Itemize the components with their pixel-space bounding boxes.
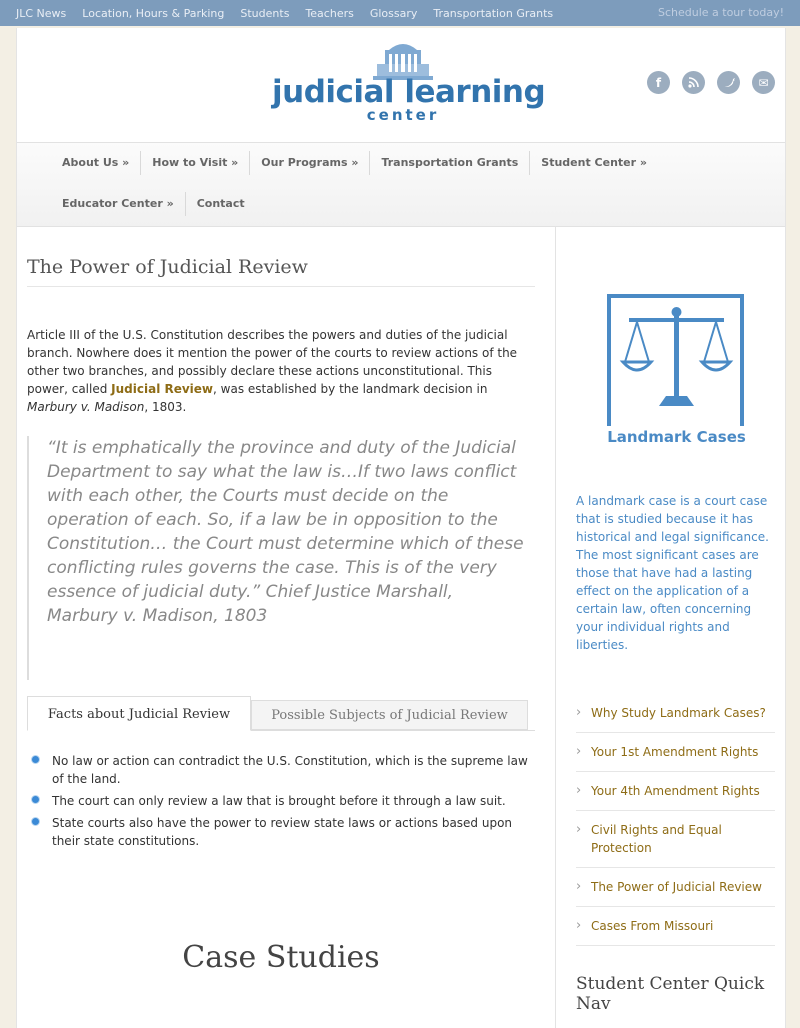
top-link-location[interactable]: Location, Hours & Parking: [82, 6, 225, 20]
nav-row-1: [51, 151, 658, 175]
sidebar-link-civil-rights[interactable]: [576, 811, 775, 868]
nav-our-programs[interactable]: Our Programs »: [250, 151, 370, 175]
sidebar-link-label: Why Study Landmark Cases?: [591, 706, 766, 720]
list-item: [27, 814, 535, 850]
nav-row-2: [51, 192, 256, 216]
landmark-links: [576, 694, 775, 946]
email-icon[interactable]: ✉: [752, 71, 775, 94]
top-bar: [0, 0, 800, 26]
sidebar-link-judicial-review[interactable]: [576, 868, 775, 907]
landmark-cases-label: Landmark Cases: [607, 428, 746, 446]
nav-how-to-visit[interactable]: How to Visit »: [141, 151, 250, 175]
chevron-right-icon: ›: [576, 783, 582, 798]
sidebar-link-label: Cases From Missouri: [591, 919, 714, 933]
twitter-icon[interactable]: [717, 71, 740, 94]
tab-facts[interactable]: Facts about Judicial Review: [27, 696, 251, 731]
top-link-students[interactable]: Students: [240, 6, 290, 20]
nav-about-us[interactable]: About Us »: [51, 151, 141, 175]
judicial-review-link[interactable]: Judicial Review: [111, 382, 214, 396]
sidebar-link-label: Your 1st Amendment Rights: [591, 745, 759, 759]
chevron-right-icon: ›: [576, 744, 582, 759]
rss-icon[interactable]: [682, 71, 705, 94]
top-link-jlc-news[interactable]: JLC News: [16, 6, 67, 20]
sidebar-link-1st-amendment[interactable]: [576, 733, 775, 772]
sidebar-link-missouri[interactable]: [576, 907, 775, 946]
schedule-tour-link[interactable]: Schedule a tour today!: [657, 6, 784, 19]
list-item: [27, 752, 535, 788]
marshall-quote: “It is emphatically the province and duty of the Judicial Department to say what the law is…If two laws conflict with each other, the Courts must decide on the operation of each. So, if a law be in opposition to the Constitution… the Court must determine which of these conflicting rules governs the case. This is of the very essence of judicial duty.” Chief Justice Marshall, Marbury v. Madison, 1803: [27, 436, 527, 680]
intro-text: Article III of the U.S. Constitution describes the powers and duties of the judicial branch. Nowhere does it mention the power of the courts to review actions of the other two branches, and possibly declare these actions unconstitutional. This power, called: [27, 328, 518, 396]
sidebar-link-why-study[interactable]: [576, 694, 775, 733]
list-item: [27, 792, 535, 810]
intro-text-3: , 1803.: [144, 400, 187, 414]
chevron-right-icon: ›: [576, 705, 582, 720]
case-name: Marbury v. Madison: [27, 400, 145, 414]
facts-tabs: [27, 696, 535, 731]
facts-list: [27, 752, 535, 854]
logo-text: judicial learning: [272, 74, 546, 110]
site-header: [17, 28, 785, 142]
sidebar-link-label: Your 4th Amendment Rights: [591, 784, 760, 798]
top-link-glossary[interactable]: Glossary: [369, 6, 418, 20]
rss-glyph-icon: [688, 77, 699, 88]
nav-transportation-grants[interactable]: Transportation Grants: [370, 151, 530, 175]
tab-possible-subjects[interactable]: Possible Subjects of Judicial Review: [251, 700, 528, 730]
sidebar-link-label: The Power of Judicial Review: [591, 880, 762, 894]
landmark-cases-badge[interactable]: [607, 294, 746, 446]
social-links: [647, 71, 775, 94]
sidebar-divider: [555, 226, 556, 1028]
landmark-description: A landmark case is a court case that is studied because it has historical and legal significance. The most significant cases are those that have had a lasting effect on the application of a certain law, often concerning your individual rights and liberties.: [576, 494, 769, 652]
top-links: [8, 0, 561, 26]
bird-icon: [723, 78, 735, 88]
case-studies-heading: Case Studies: [182, 940, 380, 975]
fact-text: The court can only review a law that is brought before it through a law suit.: [52, 794, 506, 808]
nav-student-center[interactable]: Student Center »: [541, 156, 647, 169]
chevron-right-icon: ›: [576, 822, 582, 837]
page-container: [16, 28, 786, 1028]
top-link-teachers[interactable]: Teachers: [305, 6, 354, 20]
fact-text: No law or action can contradict the U.S. Constitution, which is the supreme law of the land.: [52, 754, 528, 786]
sidebar-link-4th-amendment[interactable]: [576, 772, 775, 811]
top-link-transportation-grants[interactable]: Transportation Grants: [433, 6, 554, 20]
site-logo[interactable]: [272, 42, 546, 126]
nav-contact[interactable]: Contact: [196, 197, 245, 210]
quick-nav-heading: Student Center Quick Nav: [576, 974, 765, 1014]
facebook-icon[interactable]: f: [647, 71, 670, 94]
intro-text-2: , was established by the landmark decision in: [213, 382, 488, 396]
nav-educator-center[interactable]: Educator Center »: [51, 192, 186, 216]
bullet-icon: [31, 817, 40, 826]
bullet-icon: [31, 795, 40, 804]
fact-text: State courts also have the power to review state laws or actions based upon their state constitutions.: [52, 816, 513, 848]
main-nav: [17, 142, 785, 227]
bullet-icon: [31, 755, 40, 764]
scales-of-justice-icon: [607, 294, 746, 426]
logo-subtext: center: [366, 106, 440, 124]
chevron-right-icon: ›: [576, 879, 582, 894]
page-title: The Power of Judicial Review: [27, 256, 535, 287]
intro-paragraph: [27, 326, 527, 416]
chevron-right-icon: ›: [576, 918, 582, 933]
sidebar-link-label: Civil Rights and Equal Protection: [591, 823, 722, 855]
